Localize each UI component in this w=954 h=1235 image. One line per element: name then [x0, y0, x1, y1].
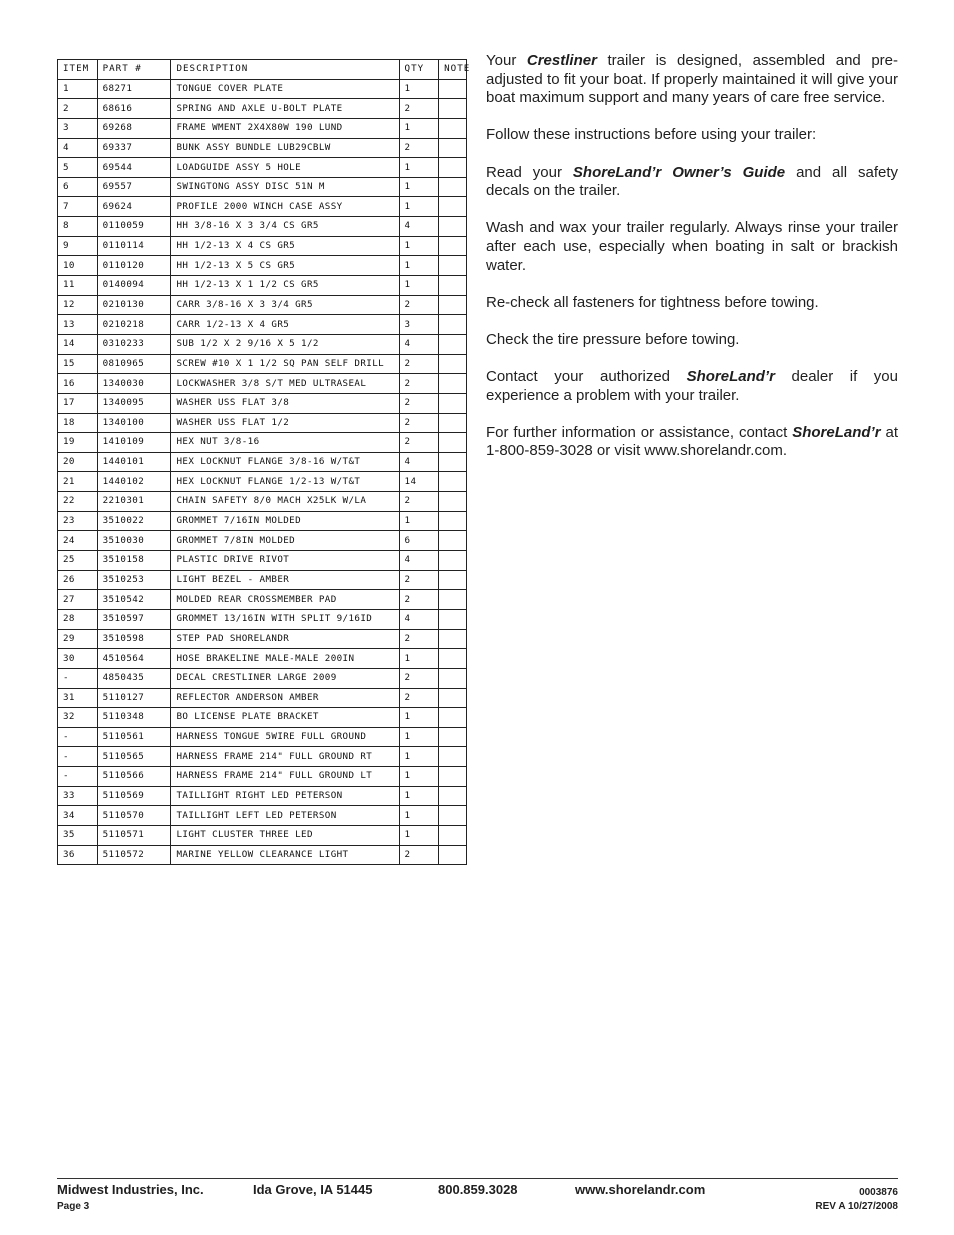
p3-text-before: Read your [486, 163, 573, 181]
item-cell: 36 [58, 845, 98, 865]
part-number-cell: 1340030 [97, 374, 171, 394]
description-cell: HH 1/2-13 X 1 1/2 CS GR5 [171, 276, 399, 296]
table-row [58, 217, 467, 237]
footer-line-1 [57, 1181, 898, 1200]
part-number-cell: 0110059 [97, 217, 171, 237]
part-number-cell: 69268 [97, 118, 171, 138]
part-number-cell: 3510158 [97, 551, 171, 571]
table-row [58, 570, 467, 590]
table-row [58, 177, 467, 197]
item-cell: 11 [58, 276, 98, 296]
part-number-cell: 0810965 [97, 354, 171, 374]
table-row [58, 452, 467, 472]
description-cell: LOCKWASHER 3/8 S/T MED ULTRASEAL [171, 374, 399, 394]
part-number-cell: 69544 [97, 158, 171, 178]
table-row [58, 295, 467, 315]
description-cell: GROMMET 13/16IN WITH SPLIT 9/16ID [171, 609, 399, 629]
note-cell [439, 138, 467, 158]
description-cell: TONGUE COVER PLATE [171, 79, 399, 99]
part-number-cell: 5110571 [97, 825, 171, 845]
description-cell: HEX NUT 3/8-16 [171, 433, 399, 453]
description-cell: WASHER USS FLAT 3/8 [171, 393, 399, 413]
description-cell: HARNESS FRAME 214" FULL GROUND RT [171, 747, 399, 767]
qty-cell: 2 [399, 138, 439, 158]
table-row [58, 551, 467, 571]
part-number-cell: 0140094 [97, 276, 171, 296]
description-cell: PROFILE 2000 WINCH CASE ASSY [171, 197, 399, 217]
brand-shorelandr: ShoreLand’r [686, 368, 775, 386]
table-row [58, 629, 467, 649]
description-cell: TAILLIGHT LEFT LED PETERSON [171, 806, 399, 826]
table-row [58, 236, 467, 256]
item-cell: 5 [58, 158, 98, 178]
note-cell [439, 492, 467, 512]
item-cell: 4 [58, 138, 98, 158]
part-number-cell: 69557 [97, 177, 171, 197]
item-cell: 3 [58, 118, 98, 138]
description-cell: MARINE YELLOW CLEARANCE LIGHT [171, 845, 399, 865]
table-row [58, 845, 467, 865]
footer-company: Midwest Industries, Inc. [57, 1182, 204, 1197]
qty-cell: 1 [399, 118, 439, 138]
part-number-cell: 5110565 [97, 747, 171, 767]
description-cell: PLASTIC DRIVE RIVOT [171, 551, 399, 571]
table-row [58, 708, 467, 728]
item-cell: 21 [58, 472, 98, 492]
brand-crestliner: Crestliner [526, 52, 597, 69]
intro-paragraph-2: Follow these instructions before using your trailer: [486, 126, 817, 144]
note-cell [439, 727, 467, 747]
qty-cell: 3 [399, 315, 439, 335]
part-number-cell: 3510542 [97, 590, 171, 610]
qty-cell: 1 [399, 727, 439, 747]
description-cell: HH 3/8-16 X 3 3/4 CS GR5 [171, 217, 399, 237]
owners-guide-title: ShoreLand’r Owner’s Guide [572, 163, 786, 181]
table-row [58, 334, 467, 354]
item-cell: 15 [58, 354, 98, 374]
note-cell [439, 256, 467, 276]
part-number-cell: 1410109 [97, 433, 171, 453]
part-number-cell: 0310233 [97, 334, 171, 354]
description-cell: SUB 1/2 X 2 9/16 X 5 1/2 [171, 334, 399, 354]
item-cell: 28 [58, 609, 98, 629]
qty-cell: 1 [399, 786, 439, 806]
item-cell: - [58, 668, 98, 688]
part-number-cell: 5110570 [97, 806, 171, 826]
qty-cell: 1 [399, 825, 439, 845]
qty-cell: 2 [399, 845, 439, 865]
part-number-cell: 5110572 [97, 845, 171, 865]
note-cell [439, 590, 467, 610]
note-cell [439, 295, 467, 315]
qty-cell: 2 [399, 668, 439, 688]
item-cell: 7 [58, 197, 98, 217]
parts-table [57, 59, 471, 865]
note-cell [439, 433, 467, 453]
qty-cell: 1 [399, 197, 439, 217]
description-cell: MOLDED REAR CROSSMEMBER PAD [171, 590, 399, 610]
note-cell [439, 551, 467, 571]
description-cell: SWINGTONG ASSY DISC 51N M [171, 177, 399, 197]
table-row [58, 472, 467, 492]
qty-cell: 1 [399, 158, 439, 178]
table-row [58, 79, 467, 99]
table-row [58, 767, 467, 787]
qty-cell: 4 [399, 334, 439, 354]
description-cell: CHAIN SAFETY 8/0 MACH X25LK W/LA [171, 492, 399, 512]
item-cell: 8 [58, 217, 98, 237]
part-number-cell: 5110569 [97, 786, 171, 806]
note-cell [439, 845, 467, 865]
part-number-cell: 5110127 [97, 688, 171, 708]
item-cell: 9 [58, 236, 98, 256]
item-cell: - [58, 767, 98, 787]
note-cell [439, 334, 467, 354]
item-cell: 32 [58, 708, 98, 728]
qty-cell: 1 [399, 806, 439, 826]
note-cell [439, 315, 467, 335]
qty-cell: 2 [399, 688, 439, 708]
description-cell: BO LICENSE PLATE BRACKET [171, 708, 399, 728]
item-cell: 34 [58, 806, 98, 826]
qty-cell: 2 [399, 570, 439, 590]
description-cell: SCREW #10 X 1 1/2 SQ PAN SELF DRILL [171, 354, 399, 374]
item-cell: 35 [58, 825, 98, 845]
description-cell: LIGHT BEZEL - AMBER [171, 570, 399, 590]
description-cell: REFLECTOR ANDERSON AMBER [171, 688, 399, 708]
note-cell [439, 786, 467, 806]
item-cell: 25 [58, 551, 98, 571]
qty-cell: 2 [399, 629, 439, 649]
item-cell: 19 [58, 433, 98, 453]
intro-paragraph-8 [486, 424, 898, 461]
table-row [58, 668, 467, 688]
note-cell [439, 531, 467, 551]
table-row [58, 276, 467, 296]
item-cell: 1 [58, 79, 98, 99]
brand-shorelandr-contact: ShoreLand’r [792, 423, 881, 441]
intro-paragraph-5: Re-check all fasteners for tightness before towing. [486, 293, 819, 311]
part-number-cell: 5110566 [97, 767, 171, 787]
intro-paragraph-6: Check the tire pressure before towing. [486, 330, 740, 348]
footer-line-2 [57, 1200, 898, 1214]
description-cell: HEX LOCKNUT FLANGE 3/8-16 W/T&T [171, 452, 399, 472]
table-row [58, 315, 467, 335]
item-cell: 18 [58, 413, 98, 433]
note-cell [439, 413, 467, 433]
footer-revision: REV A 10/27/2008 [815, 1201, 898, 1212]
table-row [58, 99, 467, 119]
p7-text-after: dealer if you experience a problem with your trailer. [486, 368, 898, 404]
footer-city: Ida Grove, IA 51445 [253, 1182, 373, 1197]
qty-cell: 4 [399, 551, 439, 571]
footer-divider [57, 1178, 898, 1179]
table-row [58, 118, 467, 138]
part-number-cell: 4510564 [97, 649, 171, 669]
description-cell: CARR 3/8-16 X 3 3/4 GR5 [171, 295, 399, 315]
item-cell: 10 [58, 256, 98, 276]
qty-cell: 1 [399, 767, 439, 787]
item-cell: 24 [58, 531, 98, 551]
item-cell: 26 [58, 570, 98, 590]
header-description: DESCRIPTION [171, 60, 399, 80]
item-cell: 12 [58, 295, 98, 315]
table-row [58, 433, 467, 453]
part-number-cell: 69337 [97, 138, 171, 158]
footer-website: www.shorelandr.com [575, 1182, 706, 1197]
part-number-cell: 68271 [97, 79, 171, 99]
page-footer [57, 1181, 898, 1214]
item-cell: 17 [58, 393, 98, 413]
note-cell [439, 158, 467, 178]
table-row [58, 649, 467, 669]
note-cell [439, 511, 467, 531]
item-cell: 30 [58, 649, 98, 669]
note-cell [439, 79, 467, 99]
table-row [58, 806, 467, 826]
item-cell: 23 [58, 511, 98, 531]
item-cell: - [58, 747, 98, 767]
description-cell: LOADGUIDE ASSY 5 HOLE [171, 158, 399, 178]
footer-doc-number: 0003876 [859, 1187, 898, 1198]
part-number-cell: 3510597 [97, 609, 171, 629]
intro-paragraph-3 [486, 164, 898, 201]
note-cell [439, 708, 467, 728]
description-cell: WASHER USS FLAT 1/2 [171, 413, 399, 433]
qty-cell: 2 [399, 295, 439, 315]
part-number-cell: 2210301 [97, 492, 171, 512]
table-row [58, 747, 467, 767]
table-row [58, 492, 467, 512]
note-cell [439, 570, 467, 590]
header-note: NOTE [439, 60, 467, 80]
part-number-cell: 0110114 [97, 236, 171, 256]
qty-cell: 2 [399, 492, 439, 512]
note-cell [439, 236, 467, 256]
table-row [58, 413, 467, 433]
description-cell: HH 1/2-13 X 5 CS GR5 [171, 256, 399, 276]
item-cell: 31 [58, 688, 98, 708]
p7-text-before: Contact your authorized [486, 368, 687, 386]
item-cell: 16 [58, 374, 98, 394]
header-qty: QTY [399, 60, 439, 80]
note-cell [439, 688, 467, 708]
part-number-cell: 1340095 [97, 393, 171, 413]
note-cell [439, 118, 467, 138]
part-number-cell: 3510030 [97, 531, 171, 551]
qty-cell: 2 [399, 354, 439, 374]
description-cell: HARNESS FRAME 214" FULL GROUND LT [171, 767, 399, 787]
table-row [58, 354, 467, 374]
qty-cell: 1 [399, 511, 439, 531]
part-number-cell: 4850435 [97, 668, 171, 688]
note-cell [439, 276, 467, 296]
note-cell [439, 629, 467, 649]
table-row [58, 374, 467, 394]
description-cell: SPRING AND AXLE U-BOLT PLATE [171, 99, 399, 119]
footer-page-number: Page 3 [57, 1201, 90, 1212]
table-row [58, 727, 467, 747]
description-cell: FRAME WMENT 2X4X80W 190 LUND [171, 118, 399, 138]
note-cell [439, 747, 467, 767]
part-number-cell: 1440102 [97, 472, 171, 492]
note-cell [439, 668, 467, 688]
intro-paragraph-7 [486, 368, 898, 405]
note-cell [439, 99, 467, 119]
qty-cell: 2 [399, 393, 439, 413]
qty-cell: 1 [399, 256, 439, 276]
table-row [58, 786, 467, 806]
table-row [58, 511, 467, 531]
note-cell [439, 825, 467, 845]
parts-table-body [58, 79, 467, 865]
header-part-number: PART # [97, 60, 171, 80]
item-cell: 14 [58, 334, 98, 354]
note-cell [439, 609, 467, 629]
qty-cell: 4 [399, 217, 439, 237]
p1-text-after: trailer is designed, assembled and pre-adjusted to fit your boat. If properly maintained it will give your boat maximum support and many years of care free service. [486, 52, 898, 107]
table-row [58, 688, 467, 708]
part-number-cell: 5110561 [97, 727, 171, 747]
table-row [58, 158, 467, 178]
item-cell: 2 [58, 99, 98, 119]
table-row [58, 531, 467, 551]
item-cell: 6 [58, 177, 98, 197]
table-row [58, 609, 467, 629]
note-cell [439, 217, 467, 237]
qty-cell: 1 [399, 649, 439, 669]
note-cell [439, 393, 467, 413]
note-cell [439, 472, 467, 492]
qty-cell: 14 [399, 472, 439, 492]
qty-cell: 2 [399, 374, 439, 394]
p8-text-after: at 1-800-859-3028 or visit www.shorelandr.com. [486, 423, 898, 460]
part-number-cell: 3510598 [97, 629, 171, 649]
note-cell [439, 177, 467, 197]
p8-text-before: For further information or assistance, contact [486, 423, 793, 441]
description-cell: GROMMET 7/16IN MOLDED [171, 511, 399, 531]
qty-cell: 1 [399, 747, 439, 767]
qty-cell: 2 [399, 99, 439, 119]
description-cell: LIGHT CLUSTER THREE LED [171, 825, 399, 845]
item-cell: - [58, 727, 98, 747]
description-cell: GROMMET 7/8IN MOLDED [171, 531, 399, 551]
table-row [58, 393, 467, 413]
part-number-cell: 0210130 [97, 295, 171, 315]
part-number-cell: 0110120 [97, 256, 171, 276]
note-cell [439, 354, 467, 374]
part-number-cell: 68616 [97, 99, 171, 119]
note-cell [439, 374, 467, 394]
qty-cell: 1 [399, 79, 439, 99]
description-cell: STEP PAD SHORELANDR [171, 629, 399, 649]
note-cell [439, 806, 467, 826]
intro-paragraph-1 [486, 52, 898, 108]
intro-paragraph-4: Wash and wax your trailer regularly. Always rinse your trailer after each use, especially when boating in salt or brackish water. [486, 219, 898, 274]
item-cell: 27 [58, 590, 98, 610]
table-row [58, 825, 467, 845]
description-cell: HOSE BRAKELINE MALE-MALE 200IN [171, 649, 399, 669]
qty-cell: 1 [399, 177, 439, 197]
note-cell [439, 452, 467, 472]
header-item: ITEM [58, 60, 98, 80]
description-cell: TAILLIGHT RIGHT LED PETERSON [171, 786, 399, 806]
p3-text-after: and all safety decals on the trailer. [486, 163, 898, 200]
footer-phone: 800.859.3028 [438, 1182, 518, 1197]
part-number-cell: 5110348 [97, 708, 171, 728]
parts-table-header-row [58, 60, 467, 80]
item-cell: 33 [58, 786, 98, 806]
description-cell: HEX LOCKNUT FLANGE 1/2-13 W/T&T [171, 472, 399, 492]
qty-cell: 1 [399, 236, 439, 256]
part-number-cell: 1340100 [97, 413, 171, 433]
part-number-cell: 3510253 [97, 570, 171, 590]
qty-cell: 4 [399, 609, 439, 629]
qty-cell: 6 [399, 531, 439, 551]
part-number-cell: 0210218 [97, 315, 171, 335]
item-cell: 29 [58, 629, 98, 649]
qty-cell: 2 [399, 433, 439, 453]
description-cell: HARNESS TONGUE 5WIRE FULL GROUND [171, 727, 399, 747]
qty-cell: 1 [399, 708, 439, 728]
table-row [58, 590, 467, 610]
intro-text [486, 52, 898, 480]
item-cell: 13 [58, 315, 98, 335]
description-cell: HH 1/2-13 X 4 CS GR5 [171, 236, 399, 256]
p1-text-before: Your [486, 52, 527, 69]
table-row [58, 256, 467, 276]
note-cell [439, 649, 467, 669]
item-cell: 22 [58, 492, 98, 512]
table-row [58, 138, 467, 158]
description-cell: CARR 1/2-13 X 4 GR5 [171, 315, 399, 335]
part-number-cell: 1440101 [97, 452, 171, 472]
table-row [58, 197, 467, 217]
qty-cell: 4 [399, 452, 439, 472]
qty-cell: 1 [399, 276, 439, 296]
part-number-cell: 69624 [97, 197, 171, 217]
note-cell [439, 197, 467, 217]
item-cell: 20 [58, 452, 98, 472]
description-cell: BUNK ASSY BUNDLE LUB29CBLW [171, 138, 399, 158]
part-number-cell: 3510022 [97, 511, 171, 531]
note-cell [439, 767, 467, 787]
description-cell: DECAL CRESTLINER LARGE 2009 [171, 668, 399, 688]
qty-cell: 2 [399, 413, 439, 433]
qty-cell: 2 [399, 590, 439, 610]
